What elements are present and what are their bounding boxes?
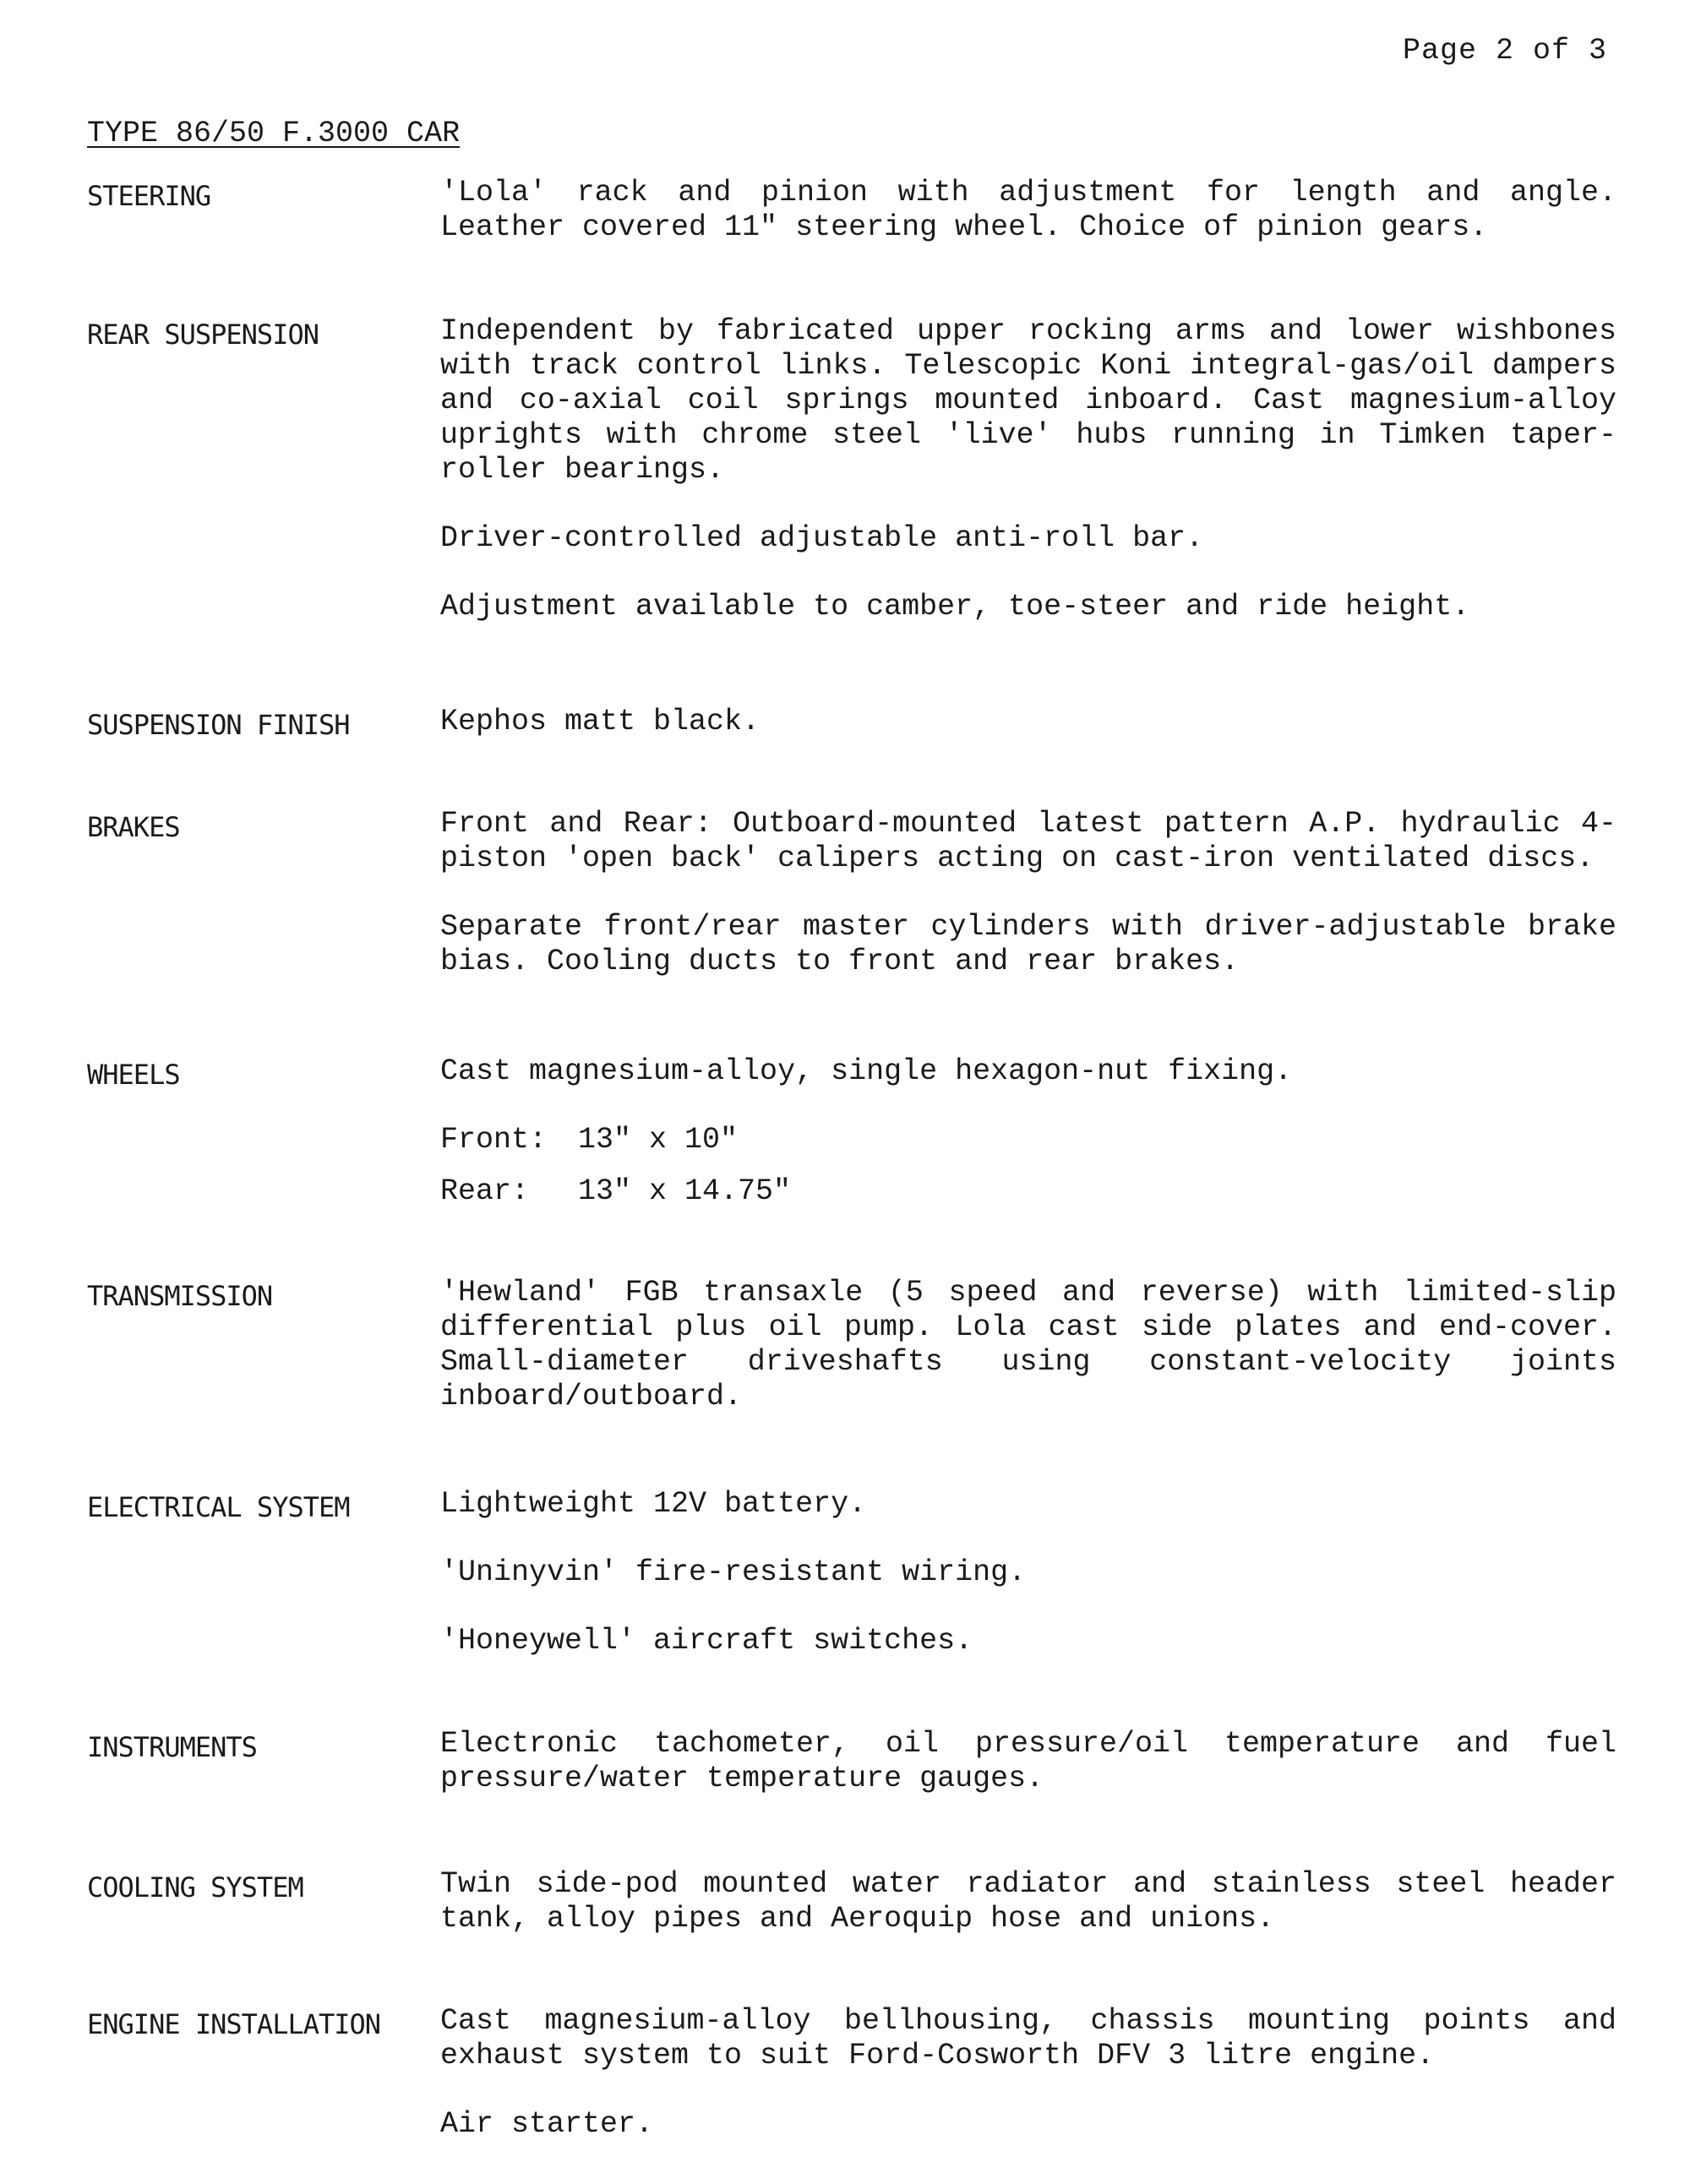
paragraph: Air starter. xyxy=(440,2107,654,2141)
document-title: TYPE 86/50 F.3000 CAR xyxy=(87,117,461,150)
paragraph: Kephos matt black. xyxy=(440,705,760,738)
paragraph: Independent by fabricated upper rocking arms and lower wishbones with track control links. Telescopic Koni integral-gas/oil dampers and co-axial coil springs mounted inboard. Cast magnesium-alloy uprights with chrome steel 'live' hubs running in Timken taper-roller bearings. xyxy=(440,314,1616,487)
paragraph: 'Lola' rack and pinion with adjustment for length and angle. Leather covered 11" steering wheel. Choice of pinion gears. xyxy=(440,176,1616,244)
paragraph: Twin side-pod mounted water radiator and stainless steel header tank, alloy pipes and Aeroquip hose and unions. xyxy=(440,1867,1616,1936)
paragraph: Lightweight 12V battery. xyxy=(440,1487,867,1521)
wheel-size-label: Rear: xyxy=(440,1174,530,1208)
section-wheels xyxy=(87,1054,1616,1226)
paragraph: Cast magnesium-alloy bellhousing, chassis mounting points and exhaust system to suit Ford-Cosworth DFV 3 litre engine. xyxy=(440,2004,1616,2072)
wheel-size-label: Front: xyxy=(440,1123,548,1157)
section-body xyxy=(440,314,1616,624)
section-body xyxy=(440,1867,1616,1936)
paragraph: 'Honeywell' aircraft switches. xyxy=(440,1624,973,1658)
section-label: SUSPENSION FINISH xyxy=(87,709,350,741)
paragraph: 'Hewland' FGB transaxle (5 speed and reverse) with limited-slip differential plus oil pump. Lola cast side plates and end-cover. Small-diameter driveshafts using constant-velocity joints inboard/outboard. xyxy=(440,1276,1616,1413)
section-rear-suspension xyxy=(87,314,1616,624)
section-body xyxy=(440,2004,1616,2142)
section-body xyxy=(440,1054,1616,1226)
section-transmission xyxy=(87,1276,1616,1414)
paragraph: Driver-controlled adjustable anti-roll bar. xyxy=(440,521,1204,555)
section-label: ENGINE INSTALLATION xyxy=(87,2008,381,2040)
section-label: STEERING xyxy=(87,180,211,212)
section-body xyxy=(440,1727,1616,1796)
section-body xyxy=(440,807,1616,979)
section-body xyxy=(440,176,1616,245)
section-label: ELECTRICAL SYSTEM xyxy=(87,1491,350,1523)
section-electrical-system xyxy=(87,1487,1616,1658)
section-label: BRAKES xyxy=(87,811,180,843)
section-suspension-finish xyxy=(87,705,1616,743)
section-cooling-system xyxy=(87,1867,1616,1936)
section-body xyxy=(440,1487,1616,1658)
wheel-size-rear xyxy=(440,1174,1616,1209)
section-engine-installation xyxy=(87,2004,1616,2142)
paragraph: Front and Rear: Outboard-mounted latest pattern A.P. hydraulic 4-piston 'open back' calipers acting on cast-iron ventilated discs. xyxy=(440,807,1616,875)
section-label: COOLING SYSTEM xyxy=(87,1871,303,1904)
section-steering xyxy=(87,176,1616,245)
section-label: TRANSMISSION xyxy=(87,1280,273,1312)
wheel-size-value: 13" x 10" xyxy=(578,1123,739,1157)
section-label: REAR SUSPENSION xyxy=(87,319,319,351)
section-instruments xyxy=(87,1727,1616,1796)
paragraph: Adjustment available to camber, toe-steer and ride height. xyxy=(440,590,1470,624)
section-label: WHEELS xyxy=(87,1059,180,1091)
section-brakes xyxy=(87,807,1616,979)
page-number: Page 2 of 3 xyxy=(1402,34,1607,68)
paragraph: Cast magnesium-alloy, single hexagon-nut fixing. xyxy=(440,1054,1293,1088)
paragraph: Separate front/rear master cylinders with driver-adjustable brake bias. Cooling ducts to front and rear brakes. xyxy=(440,910,1616,978)
paragraph: 'Uninyvin' fire-resistant wiring. xyxy=(440,1555,1027,1589)
section-body xyxy=(440,705,1616,743)
section-body xyxy=(440,1276,1616,1414)
section-label: INSTRUMENTS xyxy=(87,1731,257,1763)
wheel-size-front xyxy=(440,1123,1616,1157)
paragraph: Electronic tachometer, oil pressure/oil temperature and fuel pressure/water temperature gauges. xyxy=(440,1727,1616,1795)
wheel-size-value: 13" x 14.75" xyxy=(578,1174,792,1208)
